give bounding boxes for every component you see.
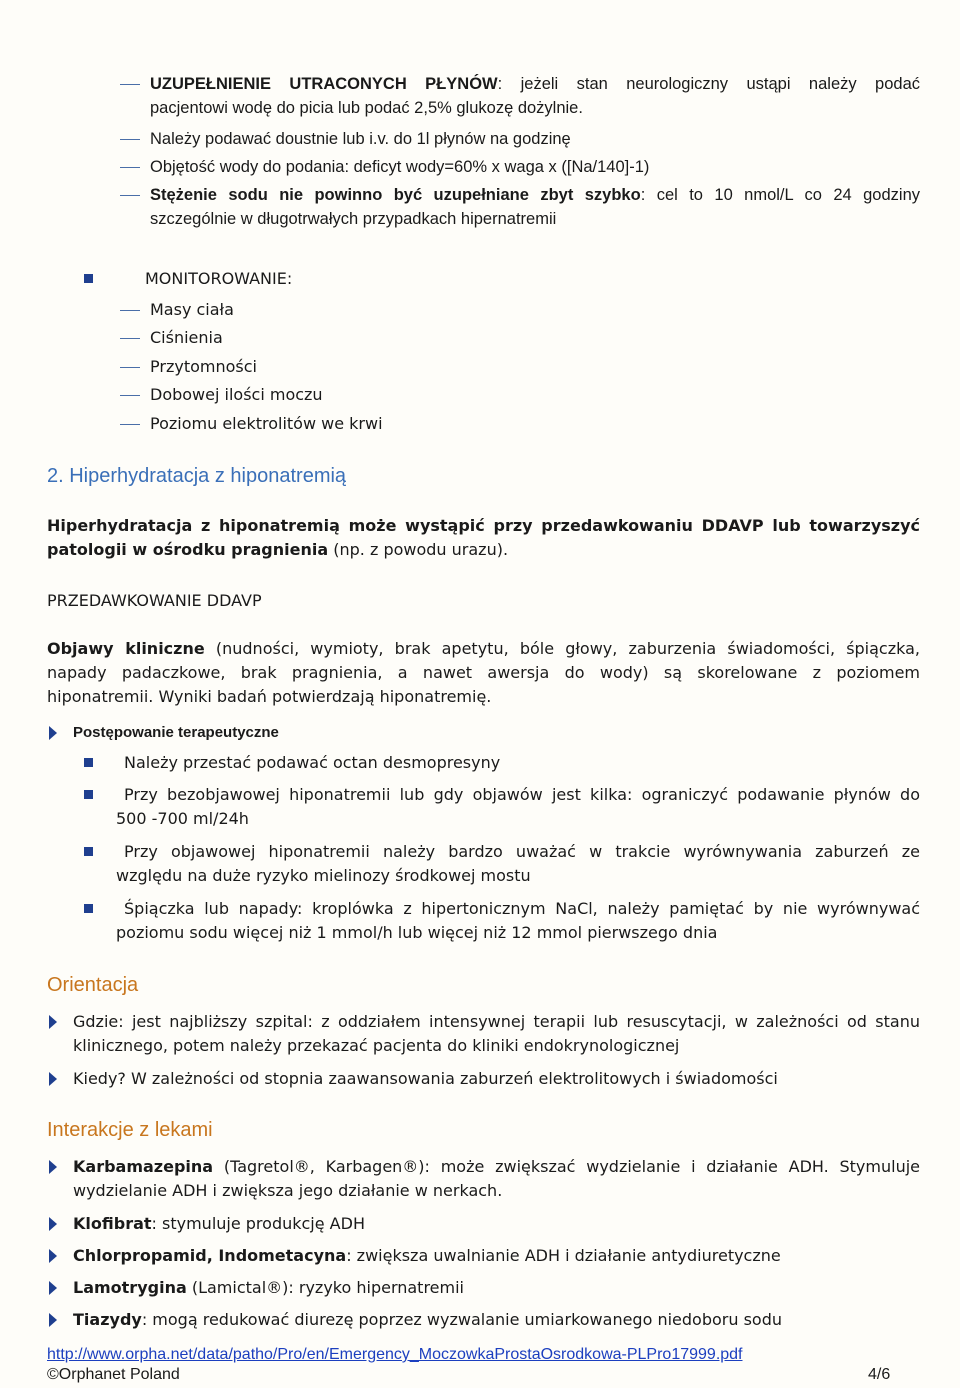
triangle-bullet-icon	[49, 1217, 57, 1231]
triangle-bullet-icon	[49, 726, 57, 740]
interaction-drug-name: Chlorpropamid, Indometacyna	[73, 1246, 347, 1265]
fluids-item-4-bold: Stężenie sodu nie powinno być uzupełniane zbyt szybko	[150, 186, 641, 204]
triangle-bullet-icon	[49, 1015, 57, 1029]
dash-bullet	[120, 139, 140, 140]
triangle-bullet-icon	[49, 1313, 57, 1327]
therapy-item-4-line2: poziomu sodu więcej niż 1 mmol/h lub więcej niż 12 mmol pierwszego dnia	[116, 923, 718, 942]
dash-bullet	[120, 424, 140, 425]
orientation-where-line2: klinicznego, potem należy przekazać pacjenta do kliniki endokrynologicznej	[73, 1036, 680, 1055]
footer-copyright: ©Orphanet Poland	[47, 1366, 180, 1383]
interaction-drug-name: Karbamazepina	[73, 1157, 214, 1176]
therapy-item-2-line2: 500 -700 ml/24h	[116, 809, 249, 828]
therapy-heading: Postępowanie terapeutyczne	[73, 724, 279, 741]
interaction-item-1-line2: wydzielanie ADH i zwiększa jego działanie w nerkach.	[73, 1181, 503, 1200]
interaction-drug-name: Klofibrat	[73, 1214, 152, 1233]
square-bullet-icon	[84, 274, 93, 283]
monitoring-heading: MONITOROWANIE:	[145, 269, 293, 288]
dash-bullet	[120, 310, 140, 311]
interaction-item-3	[73, 1244, 781, 1268]
footer-url-link[interactable]: http://www.orpha.net/data/patho/Pro/en/Emergency_MoczowkaProstaOsrodkowa-PLPro17999.pdf	[47, 1346, 743, 1363]
symptoms-paragraph	[47, 637, 920, 709]
section-2-para-bold-2: patologii w ośrodku pragnienia	[47, 540, 329, 559]
therapy-item-3	[116, 840, 920, 888]
monitoring-item: Ciśnienia	[150, 328, 223, 347]
interaction-item-5	[73, 1308, 782, 1332]
triangle-bullet-icon	[49, 1072, 57, 1086]
therapy-item-3-line2: względu na duże ryzyko mielinozy środkowej mostu	[116, 866, 531, 885]
fluids-item-3: Objętość wody do podania: deficyt wody=60% x waga x ([Na/140]-1)	[150, 158, 650, 176]
fluids-item-1-line2: pacjentowi wodę do picia lub podać 2,5% glukozę dożylnie.	[150, 99, 583, 117]
interaction-text: : mogą redukować diurezę poprzez wyzwalanie umiarkowanego niedoboru sodu	[141, 1310, 782, 1329]
therapy-item-4-line1: Śpiączka lub napady: kroplówka z hipertonicznym NaCl, należy pamiętać by nie wyrównywać	[124, 899, 920, 918]
interaction-text: (Tagretol®, Karbagen®): może zwiększać wydzielanie i działanie ADH. Stymuluje	[213, 1157, 920, 1176]
triangle-bullet-icon	[49, 1160, 57, 1174]
fluids-item-4-line2: szczególnie w długotrwałych przypadkach hipernatremii	[150, 210, 557, 228]
interaction-drug-name: Tiazydy	[73, 1310, 142, 1329]
fluids-item-1	[150, 72, 920, 120]
interaction-text: (Lamictal®): ryzyko hipernatremii	[186, 1278, 464, 1297]
fluids-item-4-text: : cel to 10 nmol/L co 24 godziny	[640, 186, 920, 204]
interaction-text: : zwiększa uwalnianie ADH i działanie antydiuretyczne	[346, 1246, 781, 1265]
dash-bullet	[120, 167, 140, 168]
orientation-when: Kiedy? W zależności od stopnia zaawansowania zaburzeń elektrolitowych i świadomości	[73, 1069, 778, 1088]
monitoring-item: Przytomności	[150, 357, 257, 376]
orientation-heading: Orientacja	[47, 974, 139, 996]
dash-bullet	[120, 195, 140, 196]
overdose-label: PRZEDAWKOWANIE DDAVP	[47, 591, 262, 610]
square-bullet-icon	[84, 758, 93, 767]
monitoring-item: Masy ciała	[150, 300, 234, 319]
symptoms-bold: Objawy kliniczne	[47, 639, 205, 658]
square-bullet-icon	[84, 847, 93, 856]
square-bullet-icon	[84, 904, 93, 913]
interactions-heading: Interakcje z lekami	[47, 1119, 213, 1141]
section-2-para-text: (np. z powodu urazu).	[328, 540, 509, 559]
therapy-item-2-line1: Przy bezobjawowej hiponatremii lub gdy objawów jest kilka: ograniczyć podawanie płynów do	[124, 785, 920, 804]
symptoms-line3: hiponatremii. Wyniki badań potwierdzają hiponatremię.	[47, 687, 492, 706]
interaction-text: : stymuluje produkcję ADH	[151, 1214, 365, 1233]
interaction-item-2	[73, 1212, 365, 1236]
symptoms-text: (nudności, wymioty, brak apetytu, bóle głowy, zaburzenia świadomości, śpiączka,	[204, 639, 920, 658]
section-2-paragraph	[47, 514, 920, 562]
square-bullet-icon	[84, 790, 93, 799]
orientation-where-line1: Gdzie: jest najbliższy szpital: z oddziałem intensywnej terapii lub resuscytacji, w zależności od stanu	[73, 1012, 920, 1031]
section-2-para-bold: Hiperhydratacja z hiponatremią może wystąpić przy przedawkowaniu DDAVP lub towarzyszyć	[47, 516, 920, 535]
fluids-item-4	[150, 183, 920, 231]
interaction-drug-name: Lamotrygina	[73, 1278, 187, 1297]
fluids-item-1-bold: UZUPEŁNIENIE UTRACONYCH PŁYNÓW	[150, 75, 498, 93]
dash-bullet	[120, 84, 140, 85]
dash-bullet	[120, 395, 140, 396]
orientation-where	[73, 1010, 920, 1058]
fluids-item-1-text: : jeżeli stan neurologiczny ustąpi należy podać	[497, 75, 921, 93]
fluids-item-2: Należy podawać doustnie lub i.v. do 1l płynów na godzinę	[150, 130, 571, 148]
therapy-item-4	[116, 897, 920, 945]
therapy-item-3-line1: Przy objawowej hiponatremii należy bardzo uważać w trakcie wyrównywania zaburzeń ze	[124, 842, 920, 861]
page-number: 4/6	[868, 1366, 891, 1383]
dash-bullet	[120, 338, 140, 339]
therapy-item-2	[116, 783, 920, 831]
dash-bullet	[120, 367, 140, 368]
interaction-item-1	[73, 1155, 920, 1203]
triangle-bullet-icon	[49, 1281, 57, 1295]
triangle-bullet-icon	[49, 1249, 57, 1263]
interaction-item-4	[73, 1276, 464, 1300]
symptoms-line2: napady padaczkowe, brak pragnienia, a nawet awersja do wody) są skorelowane z poziomem	[47, 663, 920, 682]
section-2-heading: 2. Hiperhydratacja z hiponatremią	[47, 465, 347, 487]
therapy-item-1: Należy przestać podawać octan desmopresyny	[124, 753, 501, 772]
monitoring-item: Poziomu elektrolitów we krwi	[150, 414, 383, 433]
monitoring-item: Dobowej ilości moczu	[150, 385, 323, 404]
